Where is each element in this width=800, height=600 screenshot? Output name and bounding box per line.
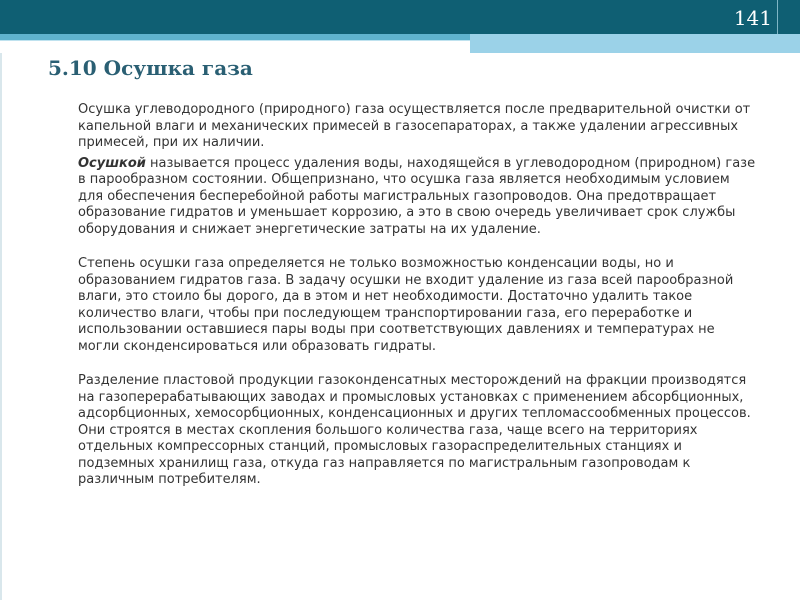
- accent-strip-line: [0, 40, 470, 41]
- paragraph-2: [78, 156, 758, 239]
- slide-body: [78, 102, 758, 493]
- page-number: 141: [733, 6, 772, 30]
- accent-strip-light: [470, 34, 800, 53]
- paragraph-1: Осушка углеводородного (природного) газа осуществляется после предварительной очистки от капельной влаги и механических примесей в газосепараторах, а также удалении агрессивных примесей, при их наличии.: [78, 102, 751, 150]
- paragraph-3: Степень осушки газа определяется не только возможностью конденсации воды, но и образованием гидратов газа. В задачу осушки не входит удаление из газа всей парообразной влаги, это стоило бы дорого, да в этом и нет необходимости. Достаточно удалить такое количество влаги, чтобы при последующем транспортировании газа, его переработке и использовании оставшиеся пары воды при соответствующих давлениях и температурах не могли сконденсироваться или образовать гидраты.: [78, 256, 734, 354]
- header-bar: [0, 0, 800, 34]
- paragraph-2-term: Осушкой: [78, 155, 146, 171]
- slide-title: 5.10 Осушка газа: [48, 56, 253, 80]
- page-number-divider: [777, 0, 778, 34]
- paragraph-4: Разделение пластовой продукции газоконденсатных месторождений на фракции производятся на газоперерабатывающих заводах и промысловых установках с применением абсорбционных, адсорбционных, хемосорбционных, конденсационных и других тепломассообменных процессов. Они строятся в местах скопления большого количества газа, чаще всего на территориях отдельных компрессорных станций, промысловых газораспределительных станциях и подземных хранилищ газа, откуда газ направляется по магистральным газопроводам к различным потребителям.: [78, 373, 751, 487]
- header-accent-bar: [0, 34, 800, 53]
- left-margin-rule: [0, 53, 2, 600]
- paragraph-2-text: называется процесс удаления воды, находящейся в углеводородном (природном) газе в парообразном состоянии. Общепризнано, что осушка газа является необходимым условием для обеспечения бесперебойной работы магистральных газопроводов. Она предотвращает образование гидратов и уменьшает коррозию, а это в свою очередь увеличивает срок службы оборудования и снижает энергетические затраты на их удаление.: [78, 155, 756, 237]
